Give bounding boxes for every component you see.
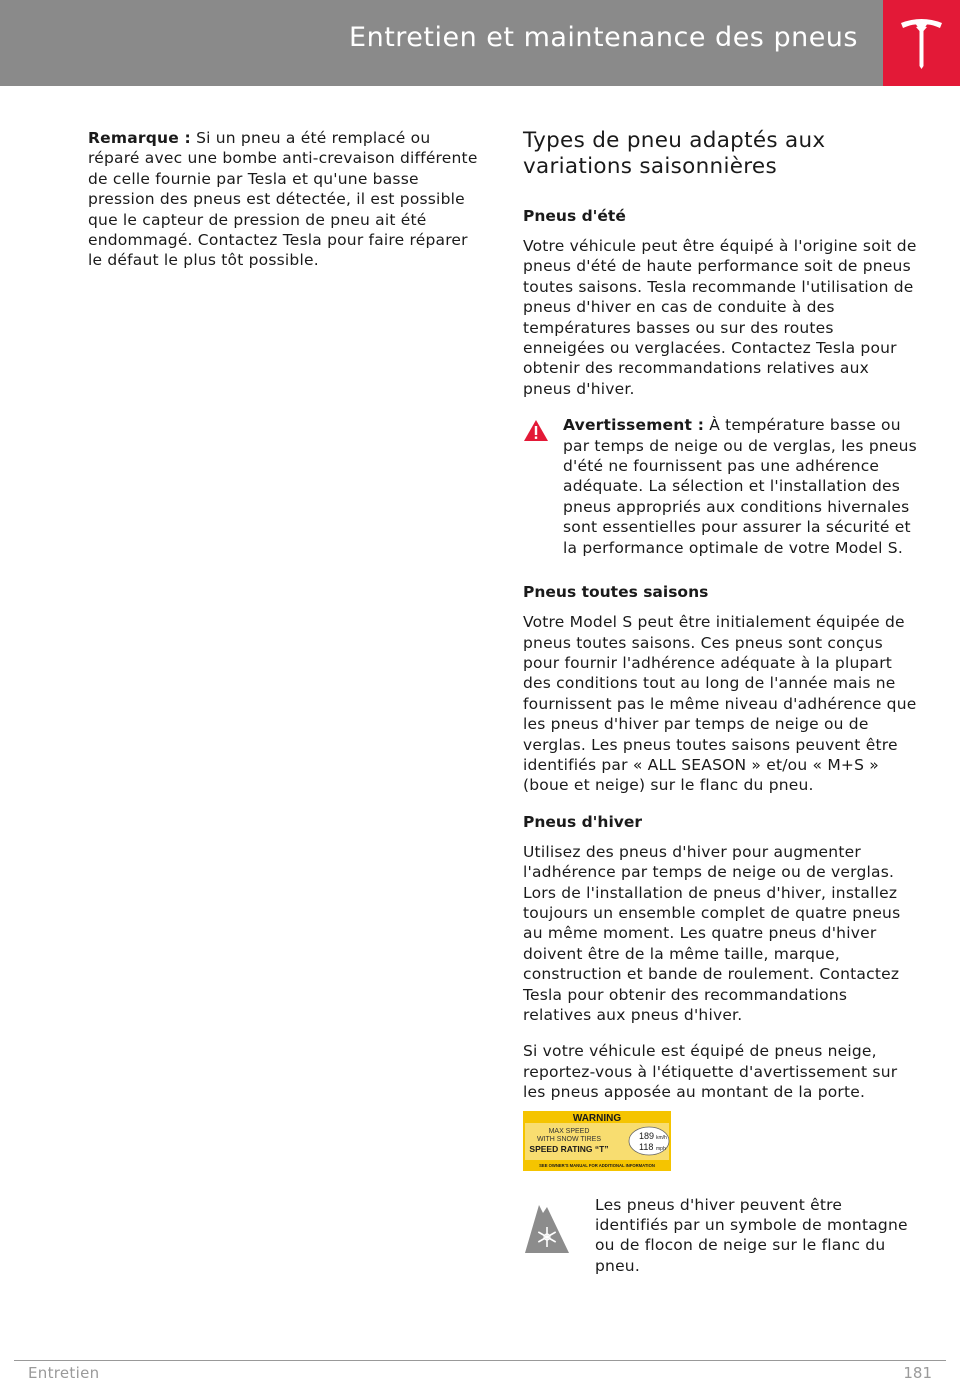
note-text: Si un pneu a été remplacé ou réparé avec une bombe anti-crevaison différente de celle fournie par Tesla et qu'une basse pression des pneus est détectée, il est possible que le capteur de pression de pneu ait été endommagé. Contactez Tesla pour faire réparer le défaut le plus tôt possible. [88,129,478,270]
allseason-heading: Pneus toutes saisons [523,583,709,602]
sticker-title: WARNING [572,1112,622,1124]
mountain-snowflake-icon [523,1203,571,1255]
sticker-line-3: SPEED RATING “T” [529,1143,609,1154]
sticker-mph-unit: mph [656,1145,666,1152]
footer-divider [14,1360,946,1361]
page-number: 181 [903,1364,932,1382]
warning-text: À température basse ou par temps de neige ou de verglas, les pneus d'été ne fournissent pas une adhérence adéquate. La sélection et l'installation des pneus appropriés aux conditions hivernales sont essentielles pour assurer la sécurité et la performance optimale de votre Model S. [563,416,917,557]
sticker-mph: 118 [639,1141,654,1152]
warning-paragraph [563,415,918,558]
page-header [0,0,960,86]
winter-heading: Pneus d'hiver [523,812,643,831]
sticker-graphic [523,1111,671,1171]
right-column [523,128,918,1277]
allseason-text: Votre Model S peut être initialement équipée de pneus toutes saisons. Ces pneus sont conçus pour fournir l'adhérence adéquate à la plupart des conditions tout au long de l'année mais ne fournissent pas le même niveau d'adhérence que les pneus d'hiver par temps de neige ou de verglas. Les pneus toutes saisons peuvent être identifiés par « ALL SEASON » et/ou « M+S » (boue et neige) sur le flanc du pneu. [523,613,917,795]
tesla-logo-icon [899,16,944,70]
snow-symbol-block [523,1195,918,1277]
left-column [88,128,483,271]
note-label: Remarque : [88,129,191,147]
sticker-kmh-unit: km/h [656,1134,667,1141]
winter-text-1: Utilisez des pneus d'hiver pour augmenter l'adhérence par temps de neige ou de verglas. Lors de l'installation de pneus d'hiver, installez toujours un ensemble complet de quatre pneus au même moment. Les quatre pneus d'hiver doivent être de la même taille, marque, construction et bande de roulement. Contactez Tesla pour obtenir des recommandations relatives aux pneus d'hiver. [523,842,901,1024]
winter-text-2: Si votre véhicule est équipé de pneus neige, reportez-vous à l'étiquette d'avertissement sur les pneus apposée au montant de la porte. [523,1042,898,1102]
note-paragraph [88,128,483,271]
summer-text: Votre véhicule peut être équipé à l'origine soit de pneus d'été de haute performance soit de pneus toutes saisons. Tesla recommande l'utilisation de pneus d'hiver en cas de conduite à des températures basses ou sur des routes enneigées ou verglacées. Contactez Tesla pour obtenir des recommandations relatives aux pneus d'hiver. [523,237,917,398]
sticker-footer: SEE OWNER'S MANUAL FOR ADDITIONAL INFORMATION [539,1162,655,1168]
warning-callout [523,415,918,558]
sticker-kmh: 189 [639,1130,655,1141]
snow-tire-warning-sticker [523,1111,671,1171]
snow-symbol-text: Les pneus d'hiver peuvent être identifiés par un symbole de montagne ou de flocon de neige sur le flanc du pneu. [595,1195,908,1275]
summer-heading: Pneus d'été [523,207,626,225]
sticker-line-2: WITH SNOW TIRES [536,1135,602,1143]
page-title: Entretien et maintenance des pneus [349,22,858,53]
warning-triangle-icon [523,419,549,442]
footer-section: Entretien [28,1364,100,1382]
warning-label: Avertissement : [563,416,705,435]
section-title: Types de pneu adaptés aux variations saisonnières [523,128,826,179]
brand-logo-box [883,0,960,86]
sticker-line-1: MAX SPEED [548,1127,590,1135]
